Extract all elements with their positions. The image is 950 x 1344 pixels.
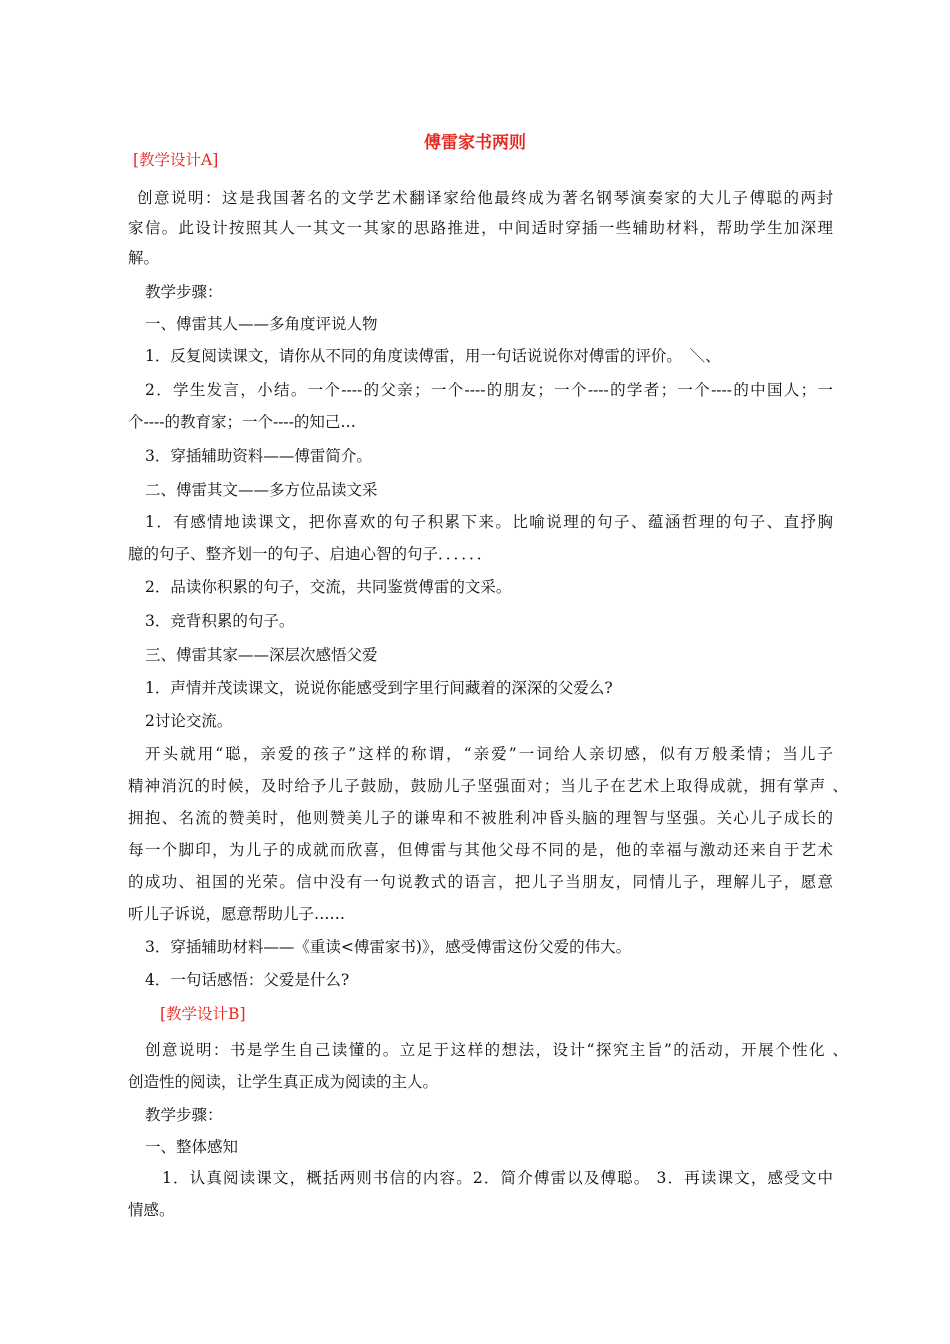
paragraph-line: 1．有感情地读课文，把你喜欢的句子积累下来。比喻说理的句子、蕴涵哲理的句子、直抒胸 bbox=[145, 513, 833, 531]
paragraph-line: 情感。 bbox=[128, 1201, 175, 1219]
paragraph-line: 创意说明：这是我国著名的文学艺术翻译家给他最终成为著名钢琴演奏家的大儿子傅聪的两封 bbox=[137, 189, 833, 207]
paragraph-line: 3．竞背积累的句子。 bbox=[145, 612, 295, 630]
paragraph-line: 解。 bbox=[128, 249, 160, 267]
paragraph-line: 2．品读你积累的句子，交流，共同鉴赏傅雷的文采。 bbox=[145, 578, 512, 596]
paragraph-line: 臆的句子、整齐划一的句子、启迪心智的句子．．．．．． bbox=[128, 545, 493, 563]
section-heading-design-a: [教学设计A] bbox=[133, 151, 219, 169]
paragraph-line: 创造性的阅读，让学生真正成为阅读的主人。 bbox=[128, 1073, 439, 1091]
paragraph-line: 教学步骤： bbox=[145, 1106, 223, 1124]
subsection-heading: 二、傅雷其文——多方位品读文采 bbox=[145, 481, 378, 499]
section-heading-design-b: [教学设计B] bbox=[160, 1005, 246, 1023]
paragraph-line: 个----的教育家；一个----的知己… bbox=[128, 413, 356, 431]
paragraph-line: 2．学生发言，小结。一个----的父亲；一个----的朋友；一个----的学者；一个----的中国人；一 bbox=[145, 381, 833, 399]
paragraph-line: 教学步骤： bbox=[145, 283, 223, 301]
paragraph-line: 1．认真阅读课文，概括两则书信的内容。2．简介傅雷以及傅聪。 3．再读课文，感受文中 bbox=[162, 1169, 833, 1187]
paragraph-line: 1．声情并茂读课文，说说你能感受到字里行间藏着的深深的父爱么? bbox=[145, 679, 613, 697]
subsection-heading: 三、傅雷其家——深层次感悟父爱 bbox=[145, 646, 378, 664]
paragraph-line: 创意说明：书是学生自己读懂的。立足于这样的想法，设计“探究主旨”的活动，开展个性化 、 bbox=[145, 1041, 848, 1059]
subsection-heading: 一、傅雷其人——多角度评说人物 bbox=[145, 315, 378, 333]
document-title: 傅雷家书两则 bbox=[424, 133, 526, 153]
paragraph-line: 听儿子诉说，愿意帮助儿子…… bbox=[128, 905, 346, 923]
paragraph-line: 1．反复阅读课文，请你从不同的角度读傅雷，用一句话说说你对傅雷的评价。 ＼、 bbox=[145, 347, 721, 365]
paragraph-line: 3．穿插辅助资料——傅雷简介。 bbox=[145, 447, 372, 465]
subsection-heading: 一、整体感知 bbox=[145, 1138, 239, 1156]
paragraph-line: 拥抱、名流的赞美时，他则赞美儿子的谦卑和不被胜利冲昏头脑的理智与坚强。关心儿子成长的 bbox=[128, 809, 833, 827]
paragraph-line: 3．穿插辅助材料——《重读<傅雷家书)》，感受傅雷这份父爱的伟大。 bbox=[145, 938, 632, 956]
paragraph-line: 开头就用“聪，亲爱的孩子”这样的称谓，“亲爱”一词给人亲切感，似有万般柔情；当儿子 bbox=[145, 745, 833, 763]
paragraph-line: 精神消沉的时候，及时给予儿子鼓励，鼓励儿子坚强面对；当儿子在艺术上取得成就，拥有掌声 、 bbox=[128, 777, 848, 795]
paragraph-line: 4．一句话感悟：父爱是什么? bbox=[145, 971, 350, 989]
paragraph-line: 2讨论交流。 bbox=[145, 712, 233, 730]
paragraph-line: 每一个脚印，为儿子的成就而欣喜，但傅雷与其他父母不同的是，他的幸福与激动还来自于艺术 bbox=[128, 841, 833, 859]
paragraph-line: 家信。此设计按照其人一其文一其家的思路推进，中间适时穿插一些辅助材料，帮助学生加深理 bbox=[128, 219, 833, 237]
paragraph-line: 的成功、祖国的光荣。信中没有一句说教式的语言，把儿子当朋友，同情儿子，理解儿子，愿意 bbox=[128, 873, 833, 891]
